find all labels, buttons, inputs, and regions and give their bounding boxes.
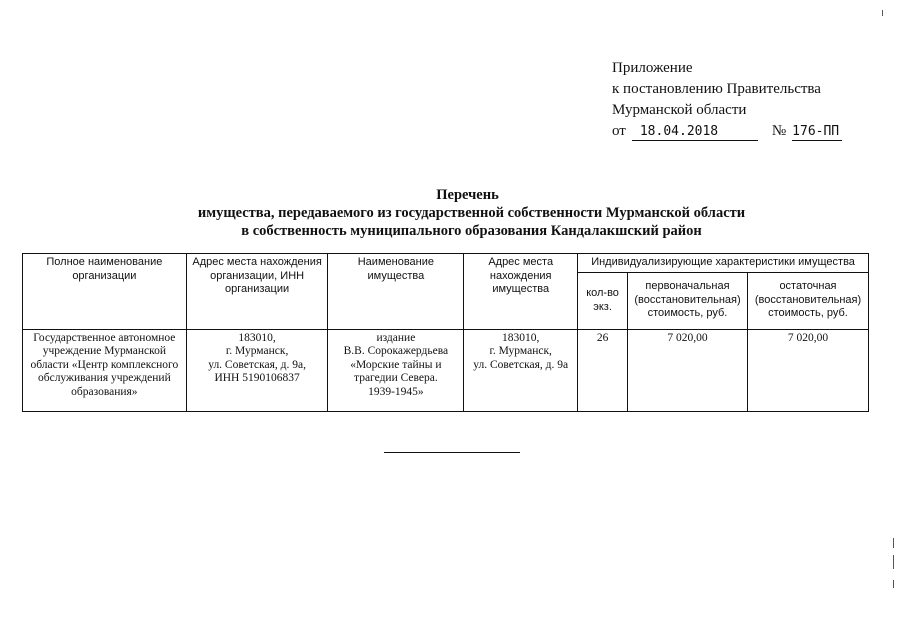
cell-org-address <box>186 329 328 411</box>
scan-artifact <box>893 538 894 548</box>
appendix-line-1: Приложение <box>612 60 693 76</box>
property-line: В.В. Сорокажердьева <box>343 345 449 357</box>
scan-artifact <box>893 580 894 588</box>
header-residual-cost: остаточная (восстановительная) стоимость, руб. <box>747 272 868 329</box>
cell-org-name: Государственное автономное учреждение Мурманской области «Центр комплексного обслуживания учреждений образования» <box>23 329 187 411</box>
header-org-name: Полное наименование организации <box>23 254 187 330</box>
cell-quantity: 26 <box>578 329 628 411</box>
header-property-address: Адрес места нахождения имущества <box>464 254 578 330</box>
title-line-2: имущества, передаваемого из государственной собственности Мурманской области <box>197 205 746 221</box>
org-address-line: ул. Советская, д. 9а, <box>208 358 306 371</box>
appendix-date-row <box>612 121 842 142</box>
header-characteristics: Индивидуализирующие характеристики имущества <box>578 254 869 273</box>
document-title <box>0 186 905 240</box>
header-property-name: Наименование имущества <box>328 254 464 330</box>
title-line-1: Перечень <box>436 187 499 203</box>
resolution-date: 18.04.2018 <box>632 124 758 141</box>
header-org-address: Адрес места нахождения организации, ИНН организации <box>186 254 328 330</box>
cell-property-address <box>464 329 578 411</box>
property-address-line: ул. Советская, д. 9а <box>473 358 569 371</box>
org-address-line: г. Мурманск, <box>225 345 289 357</box>
appendix-line-2: к постановлению Правительства <box>612 81 821 97</box>
scan-artifact <box>893 555 894 569</box>
title-line-3: в собственность муниципального образования Кандалакшский район <box>241 223 702 239</box>
property-address-line: г. Мурманск, <box>489 345 552 357</box>
table-header-row <box>23 254 869 273</box>
header-initial-cost: первоначальная (восстановительная) стоимость, руб. <box>628 272 748 329</box>
header-quantity: кол-во экз. <box>578 272 628 329</box>
cell-residual-cost: 7 020,00 <box>747 329 868 411</box>
separator-line <box>384 452 520 453</box>
number-sign: № <box>771 123 787 139</box>
appendix-header <box>612 58 842 142</box>
property-line: издание <box>376 331 416 344</box>
org-address-line: 183010, <box>238 331 276 344</box>
table-row <box>23 329 869 411</box>
date-prefix: от <box>612 123 626 139</box>
scan-artifact <box>882 10 883 16</box>
cell-initial-cost: 7 020,00 <box>628 329 748 411</box>
property-line: «Морские тайны и трагедии Севера. <box>350 358 442 384</box>
resolution-number: 176-ПП <box>792 124 842 141</box>
cell-property-name <box>328 329 464 411</box>
property-table <box>22 253 869 412</box>
org-inn: ИНН 5190106837 <box>214 372 300 384</box>
property-address-line: 183010, <box>502 331 540 344</box>
property-line: 1939-1945» <box>368 385 424 398</box>
appendix-line-3: Мурманской области <box>612 102 747 118</box>
